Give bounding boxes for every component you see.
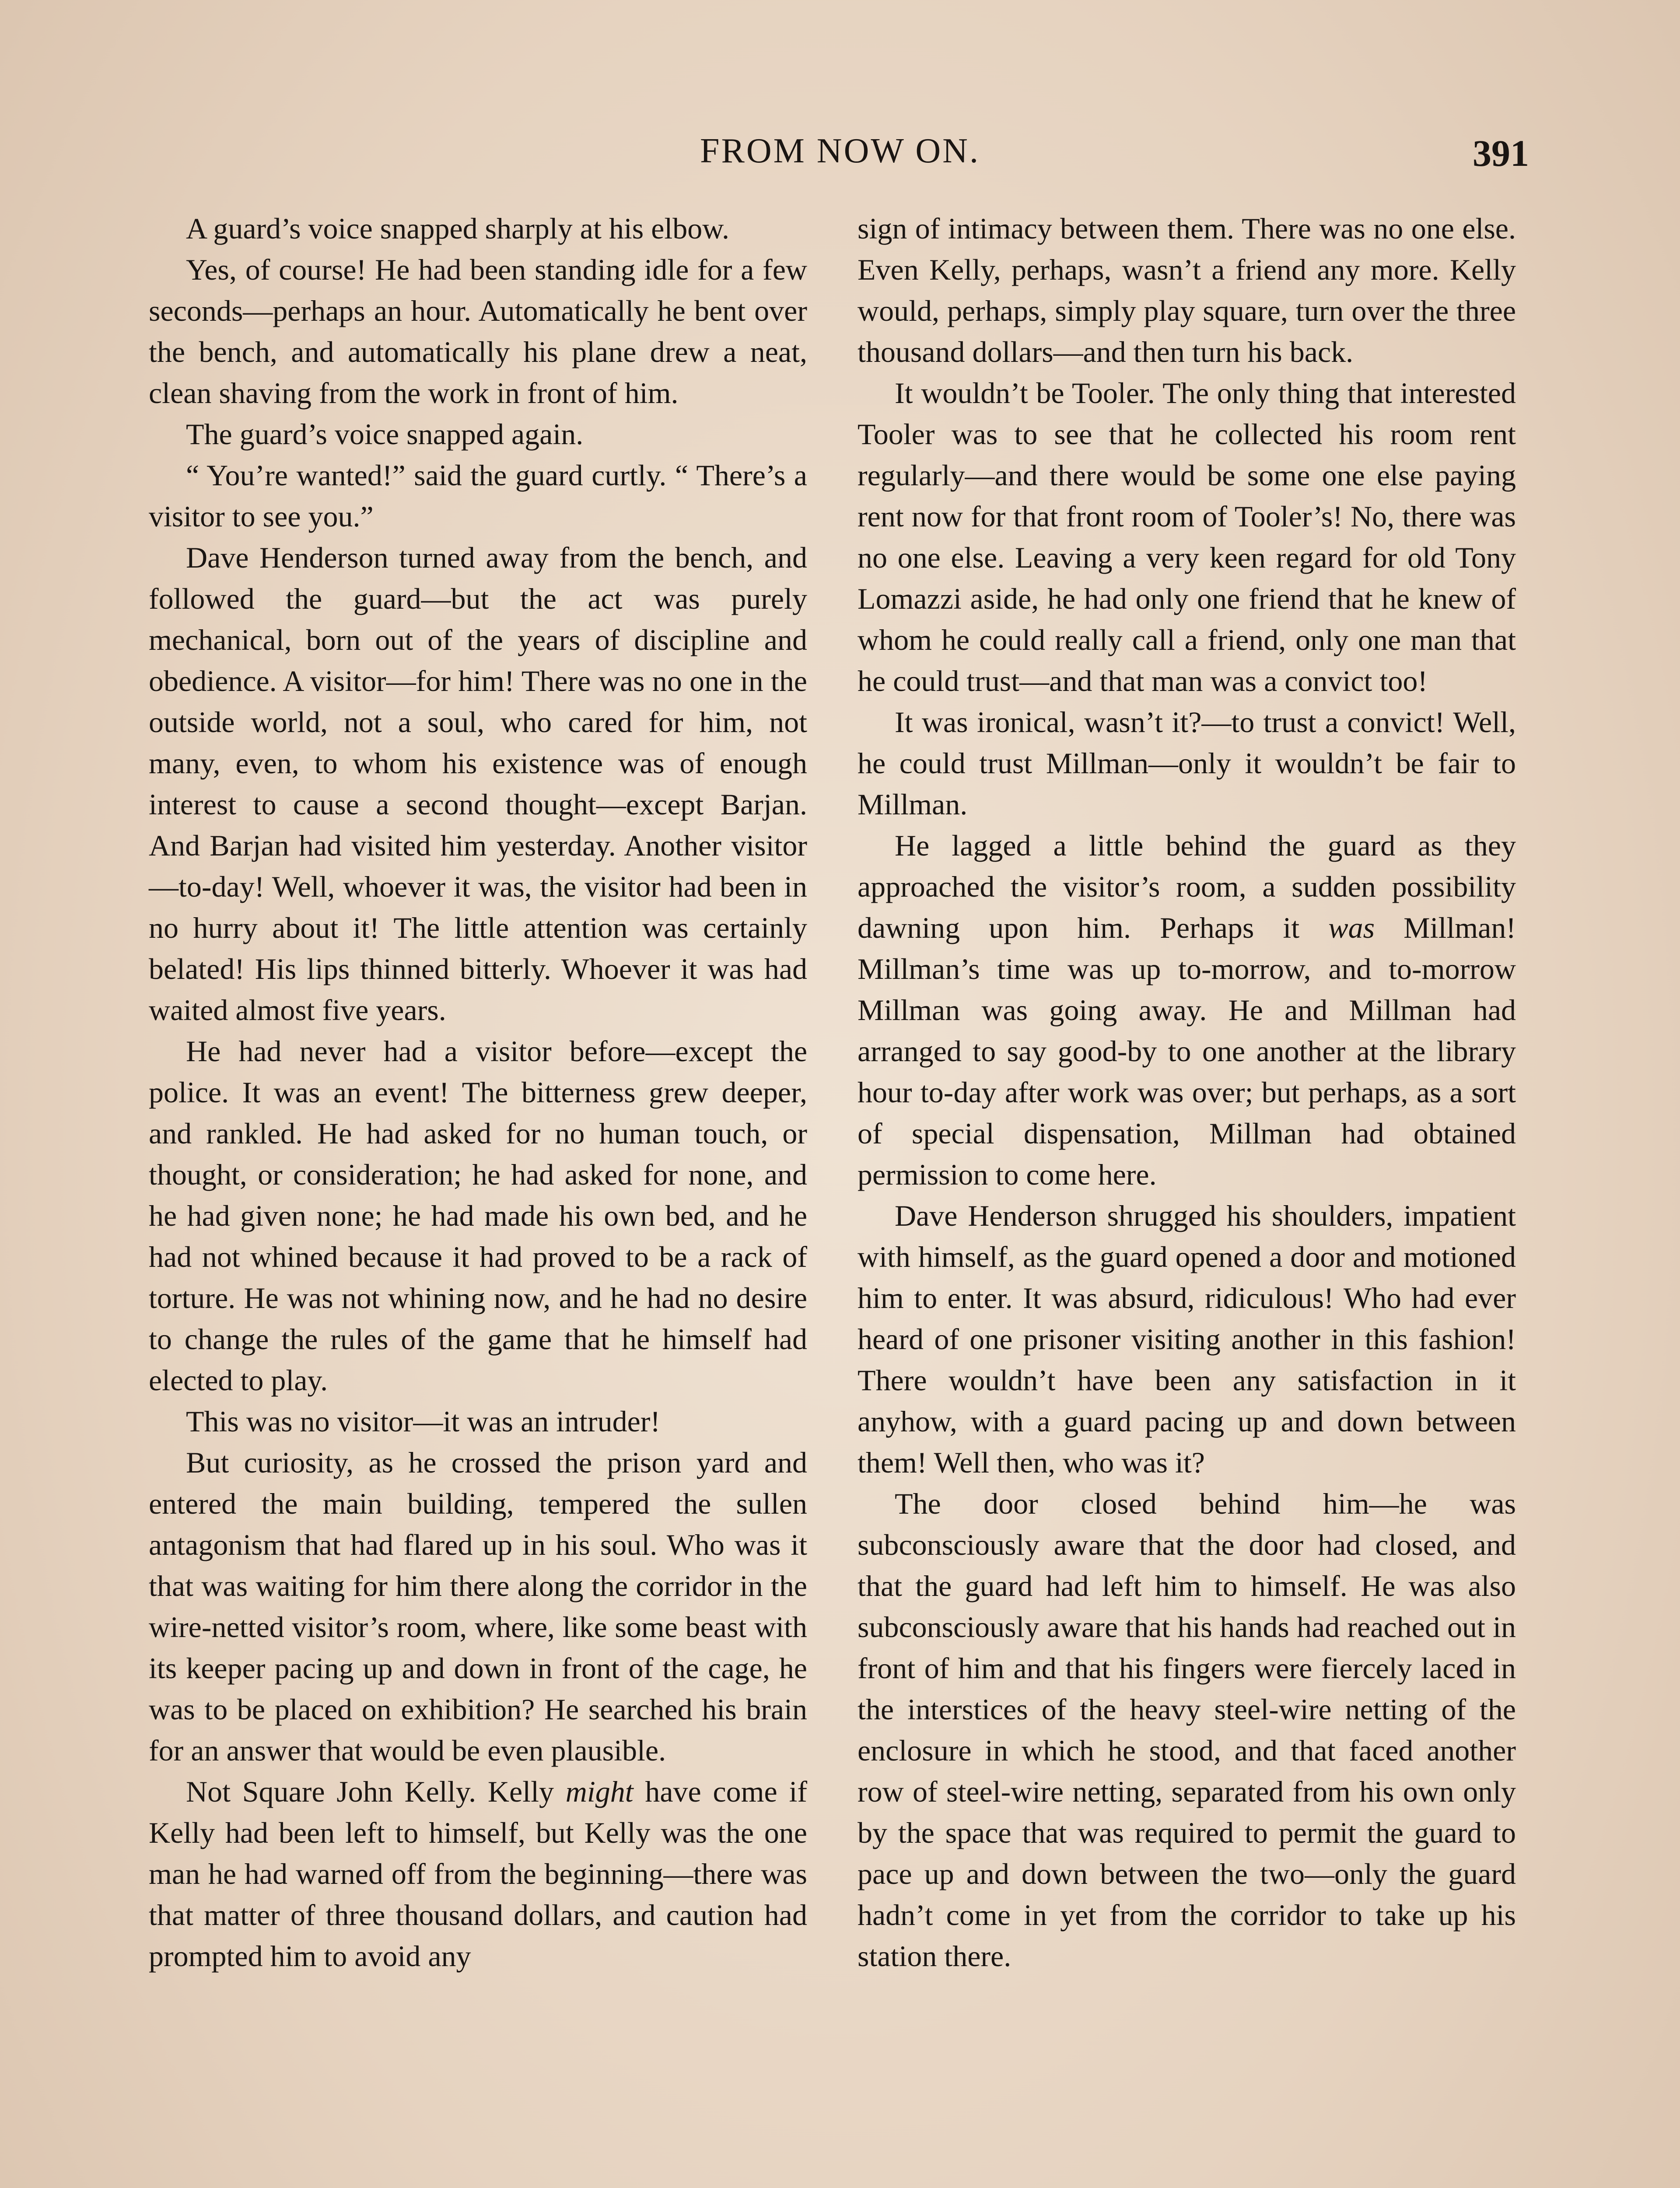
italic-emphasis: might <box>565 1775 634 1808</box>
paragraph: It wouldn’t be Tooler. The only thing that interested Tooler was to see that he collected his room rent regularly—and there would be some one else paying rent now for that front room of Tooler’s! No, there was no one else. Leaving a very keen regard for old Tony Lomazzi aside, he had only one friend that he knew of whom he could really call a friend, only one man that he could trust—and that man was a convict too! <box>858 376 1516 698</box>
paragraph: “ You’re wanted!” said the guard curtly. “ There’s a visitor to see you.” <box>149 459 807 533</box>
paragraph <box>858 825 1516 1195</box>
paragraph <box>149 1771 807 1977</box>
paragraph: The door closed behind him—he was subconsciously aware that the door had closed, and that the guard had left him to himself. He was also subconsciously aware that his hands had reached out in front of him and that his fingers were fiercely laced in the interstices of the heavy steel-wire netting of the enclosure in which he stood, and that faced another row of steel-wire netting, separated from his own only by the space that was required to permit the guard to pace up and down between the two—only the guard hadn’t come in yet from the corridor to take up his station there. <box>858 1487 1516 1973</box>
paragraph: A guard’s voice snapped sharply at his elbow. <box>186 212 729 245</box>
text-run: have come if Kelly had been left to himself, but Kelly was the one man he had warned off from the beginning—there was that matter of three thousand dollars, and caution had prompted him to avoid any <box>149 1775 807 1973</box>
right-column <box>858 208 1516 1977</box>
paragraph: It was ironical, wasn’t it?—to trust a convict! Well, he could trust Millman—only it wouldn’t be fair to Millman. <box>858 705 1516 821</box>
page-number: 391 <box>1473 132 1529 174</box>
italic-emphasis: was <box>1328 911 1375 944</box>
paragraph: This was no visitor—it was an intruder! <box>186 1405 661 1438</box>
left-column <box>149 208 807 1977</box>
paragraph: He had never had a visitor before—except the police. It was an event! The bitterness grew deeper, and rankled. He had asked for no human touch, or thought, or consideration; he had asked for none, and he had given none; he had made his own bed, and he had not whined because it had proved to be a rack of torture. He was not whining now, and he had no desire to change the rules of the game that he himself had elected to play. <box>149 1034 807 1397</box>
paragraph-continued: sign of intimacy between them. There was no one else. Even Kelly, perhaps, wasn’t a friend any more. Kelly would, perhaps, simply play square, turn over the three thousand dollars—and then turn his back. <box>858 212 1516 368</box>
paragraph: But curiosity, as he crossed the prison yard and entered the main building, tempered the sullen antagonism that had flared up in his soul. Who was it that was waiting for him there along the corridor in the wire-netted visitor’s room, where, like some beast with its keeper pacing up and down in front of the cage, he was to be placed on exhibition? He searched his brain for an answer that would be even plausible. <box>149 1446 807 1767</box>
text-run: Not Square John Kelly. Kelly <box>186 1775 566 1808</box>
running-title: FROM NOW ON. <box>700 132 980 170</box>
paragraph: Dave Henderson shrugged his shoulders, impatient with himself, as the guard opened a door and motioned him to enter. It was absurd, ridiculous! Who had ever heard of one prisoner visiting another in this fashion! There wouldn’t have been any satisfaction in it anyhow, with a guard pacing up and down between them! Well then, who was it? <box>858 1199 1516 1479</box>
text-run: He lagged a little behind the guard as they approached the visitor’s room, a sudden possibility dawning upon him. Perhaps it <box>858 829 1516 944</box>
text-run: Millman! Millman’s time was up to-morrow, and to-morrow Millman was going away. He and Millman had arranged to say good-by to one another at the library hour to-day after work was over; but perhaps, as a sort of special dispensation, Millman had obtained permission to come here. <box>858 911 1516 1191</box>
paragraph: The guard’s voice snapped again. <box>186 417 584 451</box>
paragraph: Dave Henderson turned away from the bench, and followed the guard—but the act was purely mechanical, born out of the years of discipline and obedience. A visitor—for him! There was no one in the outside world, not a soul, who cared for him, not many, even, to whom his existence was of enough interest to cause a second thought—except Barjan. And Barjan had visited him yesterday. Another visitor—to-day! Well, whoever it was, the visitor had been in no hurry about it! The little attention was certainly belated! His lips thinned bitterly. Whoever it was had waited almost five years. <box>149 541 807 1027</box>
paragraph: Yes, of course! He had been standing idle for a few seconds—perhaps an hour. Automatically he bent over the bench, and automatically his plane drew a neat, clean shaving from the work in front of him. <box>149 253 807 410</box>
running-head <box>0 131 1680 179</box>
